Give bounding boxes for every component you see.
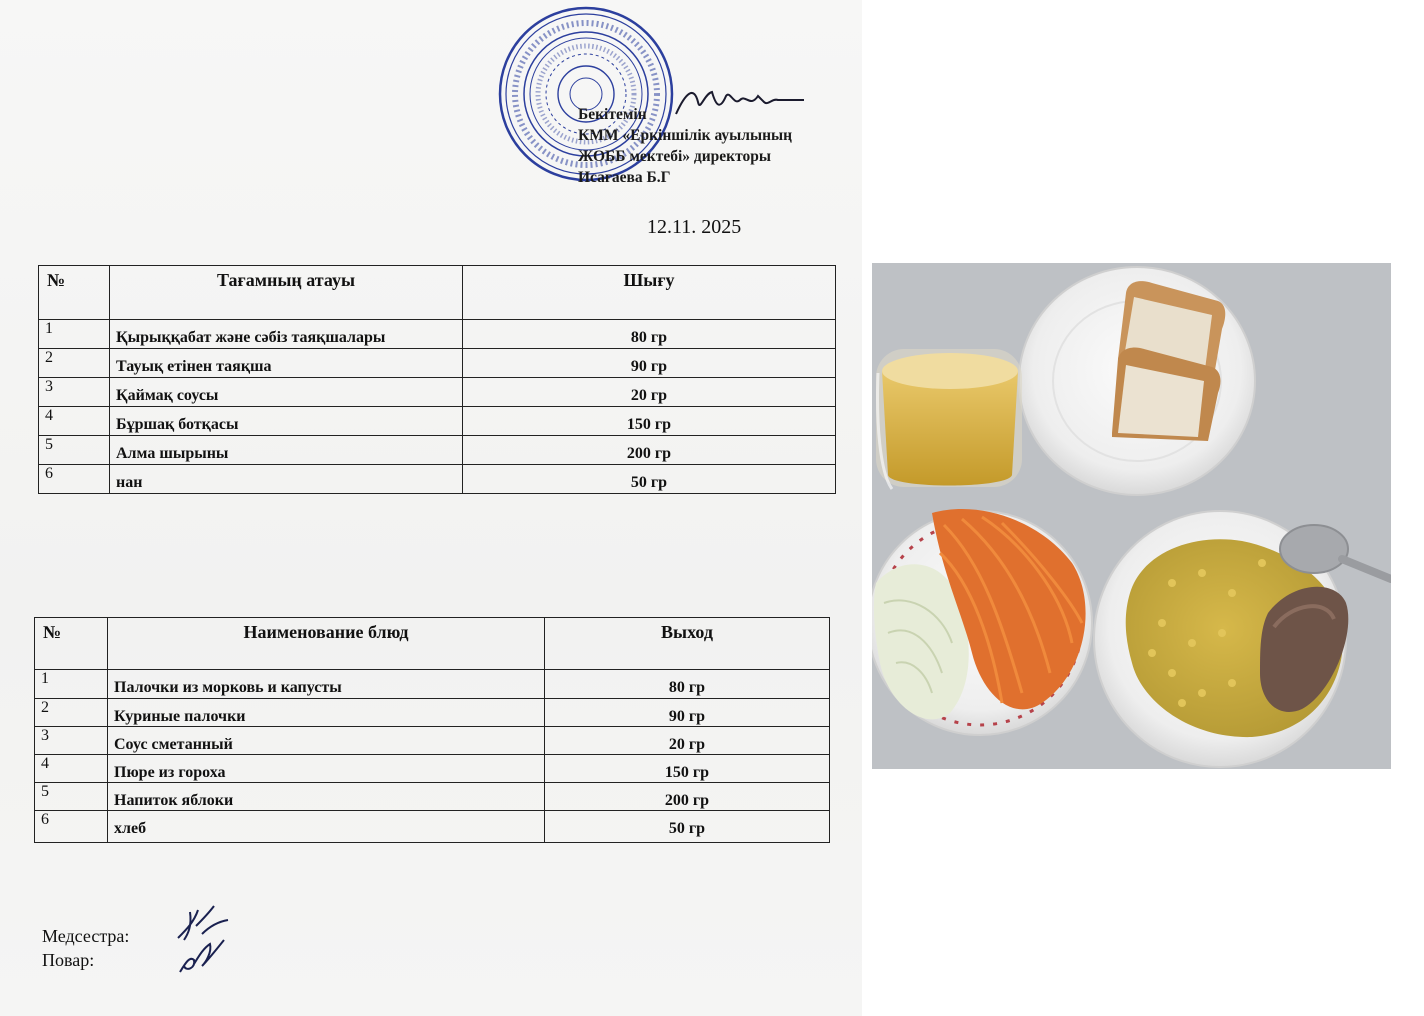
dish-yield: 50 гр	[545, 811, 830, 843]
approval-line-1: Бекітемін	[578, 106, 647, 123]
row-number: 2	[39, 349, 110, 378]
approval-block	[578, 104, 792, 188]
cook-label: Повар:	[42, 950, 95, 970]
dish-name: Напиток яблоки	[108, 783, 545, 811]
dish-name: Соус сметанный	[108, 727, 545, 755]
dish-yield: 150 гр	[545, 755, 830, 783]
dish-yield: 80 гр	[545, 670, 830, 699]
col-header-dish-name: Наименование блюд	[108, 618, 545, 670]
dish-name: Палочки из морковь и капусты	[108, 670, 545, 699]
row-number: 1	[39, 320, 110, 349]
table-header-row	[39, 266, 836, 320]
dish-yield: 200 гр	[545, 783, 830, 811]
table-row	[35, 755, 830, 783]
staff-signatures-handwritten	[172, 900, 242, 980]
row-number: 5	[39, 436, 110, 465]
dish-name: Қырыққабат және сәбіз таяқшалары	[110, 320, 463, 349]
table-row	[39, 407, 836, 436]
nurse-label: Медсестра:	[42, 926, 130, 946]
row-number: 3	[39, 378, 110, 407]
dish-yield: 200 гр	[463, 436, 836, 465]
dish-yield: 90 гр	[545, 699, 830, 727]
document-date: 12.11. 2025	[647, 216, 742, 238]
col-header-yield: Шығу	[463, 266, 836, 320]
dish-yield: 150 гр	[463, 407, 836, 436]
table-row	[39, 320, 836, 349]
table-row	[35, 727, 830, 755]
approval-line-3: ЖОББ мектебі» директоры	[578, 148, 771, 165]
dish-name: Бұршақ ботқасы	[110, 407, 463, 436]
row-number: 4	[35, 755, 108, 783]
dish-name: Тауық етінен таяқша	[110, 349, 463, 378]
row-number: 6	[39, 465, 110, 494]
staff-signatures	[42, 924, 129, 972]
table-row	[39, 436, 836, 465]
row-number: 2	[35, 699, 108, 727]
dish-name: Пюре из гороха	[108, 755, 545, 783]
dish-name: нан	[110, 465, 463, 494]
row-number: 6	[35, 811, 108, 843]
dish-name: Қаймақ соусы	[110, 378, 463, 407]
approval-line-4: Исағаева Б.Г	[578, 169, 671, 186]
table-row	[35, 811, 830, 843]
col-header-yield: Выход	[545, 618, 830, 670]
menu-table-kazakh	[38, 265, 836, 494]
row-number: 5	[35, 783, 108, 811]
row-number: 3	[35, 727, 108, 755]
table-header-row	[35, 618, 830, 670]
table-row	[39, 349, 836, 378]
dish-yield: 90 гр	[463, 349, 836, 378]
dish-yield: 50 гр	[463, 465, 836, 494]
table-row	[35, 670, 830, 699]
table-row	[39, 378, 836, 407]
dish-name: Куриные палочки	[108, 699, 545, 727]
approval-line-2: КММ «Еркіншілік ауылының	[578, 127, 793, 144]
table-row	[35, 783, 830, 811]
dish-yield: 20 гр	[545, 727, 830, 755]
dish-yield: 20 гр	[463, 378, 836, 407]
dish-name: хлеб	[108, 811, 545, 843]
col-header-dish-name: Тағамның атауы	[110, 266, 463, 320]
col-header-number: №	[35, 618, 108, 670]
row-number: 1	[35, 670, 108, 699]
row-number: 4	[39, 407, 110, 436]
col-header-number: №	[39, 266, 110, 320]
table-row	[35, 699, 830, 727]
meal-photo	[872, 263, 1391, 769]
dish-name: Алма шырыны	[110, 436, 463, 465]
table-row	[39, 465, 836, 494]
dish-yield: 80 гр	[463, 320, 836, 349]
menu-table-russian	[34, 617, 830, 843]
